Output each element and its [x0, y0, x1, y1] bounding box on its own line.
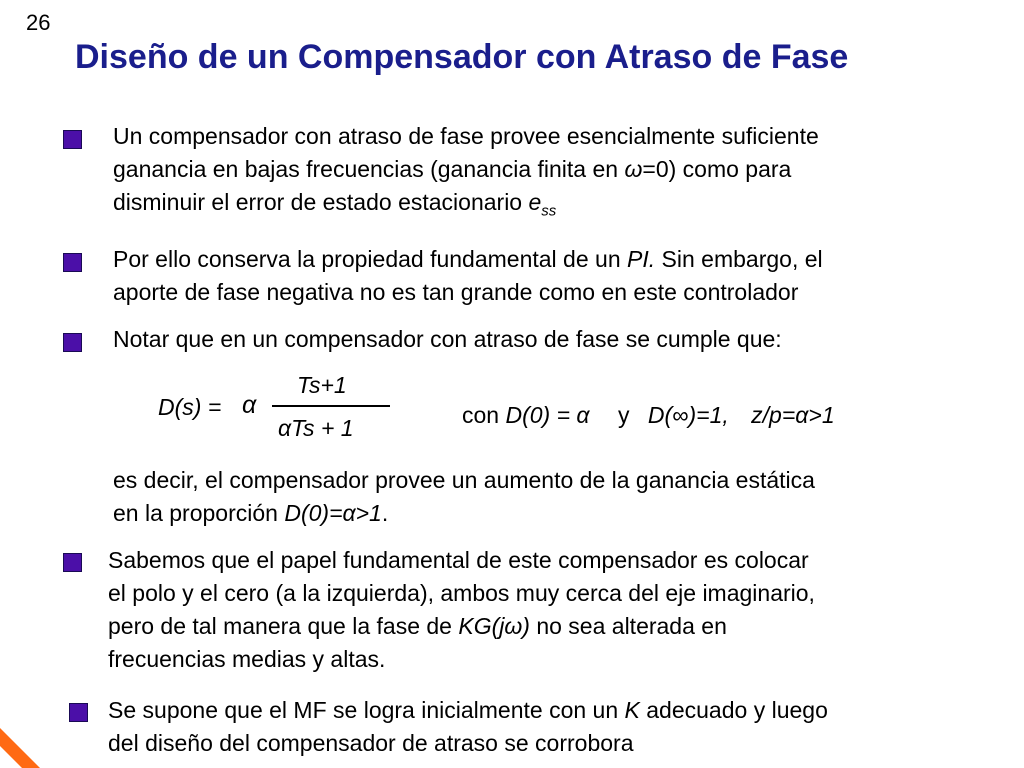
bullet-1-text: [113, 120, 819, 228]
equation-lhs: D(s) =: [158, 394, 222, 420]
bullet-marker: [63, 130, 82, 149]
bullet-5-line-2: del diseño del compensador de atraso se corrobora: [108, 730, 634, 756]
slide-title: Diseño de un Compensador con Atraso de Fase: [75, 38, 849, 76]
fraction-line: [272, 405, 390, 407]
continuation-line-1: es decir, el compensador provee un aumento de la ganancia estática: [113, 467, 815, 493]
bullet-marker: [63, 553, 82, 572]
bullet-5-line-1: Se supone que el MF se logra inicialmente con un K adecuado y luego: [108, 697, 828, 723]
slide-number: 26: [26, 10, 51, 35]
bullet-1-line-1: Un compensador con atraso de fase provee esencialmente suficiente: [113, 123, 819, 149]
bullet-3-line-1: Notar que en un compensador con atraso de fase se cumple que:: [113, 326, 782, 352]
bullet-4-line-1: Sabemos que el papel fundamental de este compensador es colocar: [108, 547, 809, 573]
equation-denominator: αTs + 1: [278, 415, 354, 441]
bullet-4-text: [108, 544, 815, 676]
equation-alpha: α: [242, 391, 257, 419]
bullet-2-line-1: Por ello conserva la propiedad fundamental de un PI. Sin embargo, el: [113, 246, 823, 272]
bullet-2-text: [113, 243, 823, 309]
bullet-marker: [63, 253, 82, 272]
equation-numerator: Ts+1: [297, 372, 347, 398]
bullet-5-text: [108, 694, 828, 760]
bullet-1-line-3: disminuir el error de estado estacionario $e_{ss}$: [113, 189, 557, 220]
bullet-3-text: [113, 323, 782, 356]
omega-symbol: ω: [624, 156, 643, 182]
bullet-4-line-2: el polo y el cero (a la izquierda), ambos muy cerca del eje imaginario,: [108, 580, 815, 606]
bullet-marker: [63, 333, 82, 352]
bullet-4-line-4: frecuencias medias y altas.: [108, 646, 386, 672]
bullet-4-line-3: pero de tal manera que la fase de KG(jω) no sea alterada en: [108, 613, 727, 639]
bullet-2-line-2: aporte de fase negativa no es tan grande como en este controlador: [113, 279, 799, 305]
equation-condition: con D(0) = α y D(∞)=1, z/p=α>1: [462, 402, 835, 428]
bullet-1-line-2: ganancia en bajas frecuencias (ganancia finita en ω=0) como para: [113, 156, 792, 182]
continuation-line-2: en la proporción D(0)=α>1.: [113, 500, 389, 526]
continuation-text: [113, 464, 815, 530]
corner-decoration-inner: [0, 746, 22, 768]
bullet-marker: [69, 703, 88, 722]
